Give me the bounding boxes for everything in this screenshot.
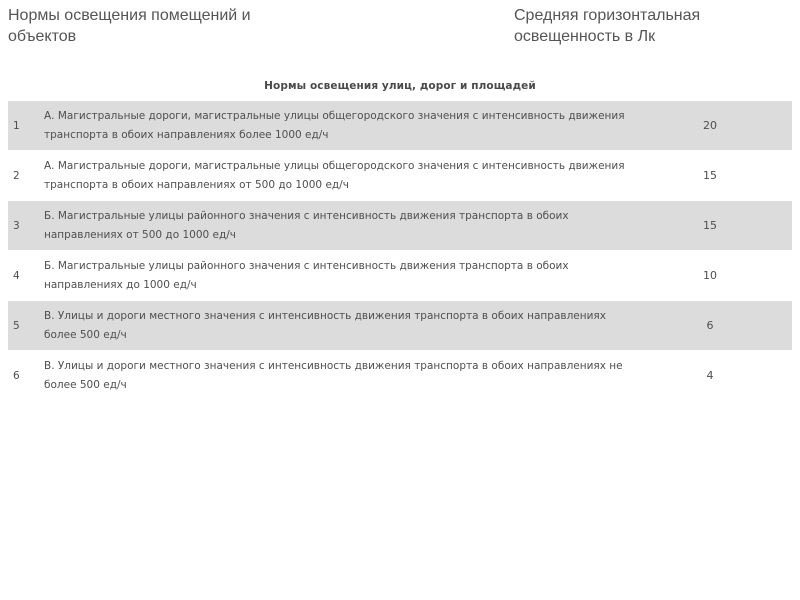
row-number: 3 [13,219,20,232]
row-description: А. Магистральные дороги, магистральные улицы общегородского значения с интенсивность движения транспорта в обоих направлениях от 500 до 1000 ед/ч [44,159,625,191]
table-row [8,301,792,351]
norms-table [8,101,792,401]
table-row [8,251,792,301]
row-illuminance-value: 4 [706,369,714,382]
row-number: 6 [13,369,20,382]
row-description: Б. Магистральные улицы районного значения с интенсивность движения транспорта в обоих направлениях от 500 до 1000 ед/ч [44,209,569,241]
table-row [8,151,792,201]
row-number: 4 [13,269,20,282]
row-description: В. Улицы и дороги местного значения с интенсивность движения транспорта в обоих направлениях более 500 ед/ч [44,309,606,341]
row-number: 5 [13,319,20,332]
left-heading: Нормы освещения помещений и объектов [8,7,251,45]
row-number: 2 [13,169,20,182]
table-title: Нормы освещения улиц, дорог и площадей [264,80,536,92]
right-heading: Средняя горизонтальная освещенность в Лк [514,7,701,45]
table-row [8,351,792,401]
row-description: В. Улицы и дороги местного значения с интенсивность движения транспорта в обоих направлениях не более 500 ед/ч [44,359,623,391]
row-description: А. Магистральные дороги, магистральные улицы общегородского значения с интенсивность движения транспорта в обоих направлениях более 1000 ед/ч [44,109,625,141]
row-illuminance-value: 10 [703,269,717,282]
table-row [8,101,792,151]
row-illuminance-value: 15 [703,169,717,182]
row-illuminance-value: 20 [703,119,717,132]
row-illuminance-value: 15 [703,219,717,232]
row-illuminance-value: 6 [706,319,714,332]
table-row [8,201,792,251]
row-number: 1 [13,119,20,132]
row-description: Б. Магистральные улицы районного значения с интенсивность движения транспорта в обоих направлениях до 1000 ед/ч [44,259,569,291]
